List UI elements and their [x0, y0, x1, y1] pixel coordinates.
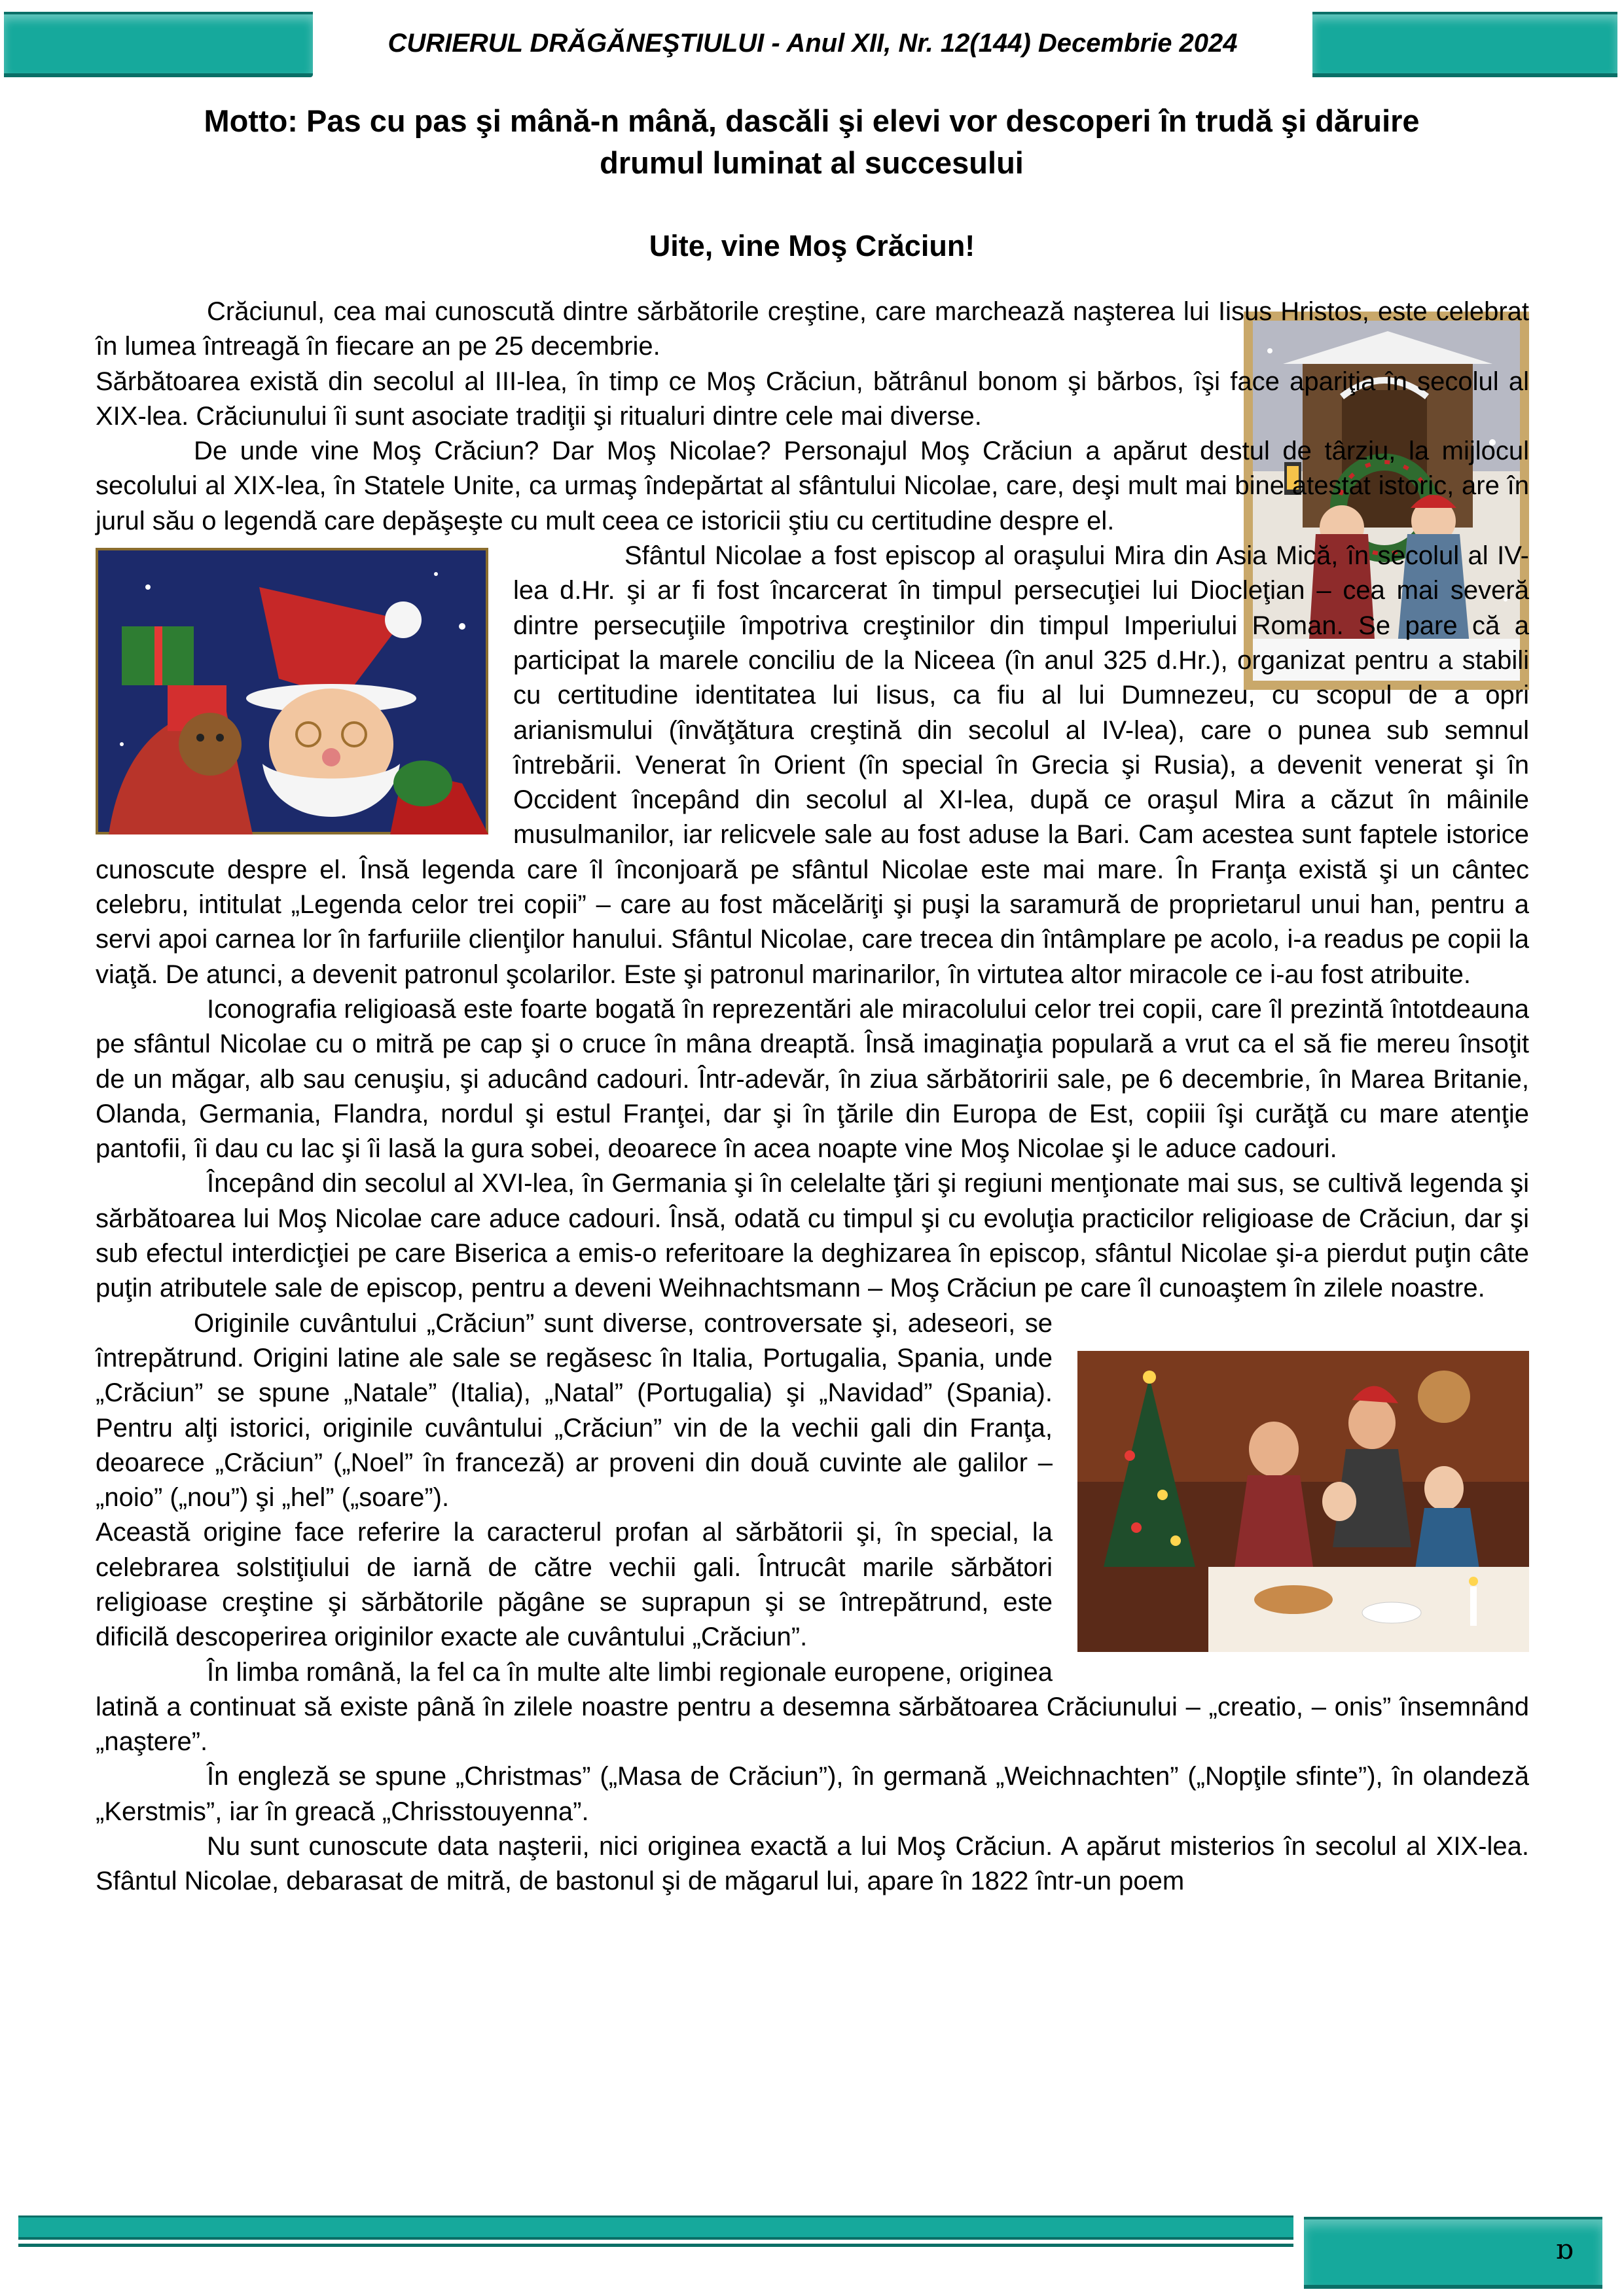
santa-claus-illustration — [96, 548, 488, 834]
paragraph: Nu sunt cunoscute data naşterii, nici originea exactă a lui Moş Crăciun. A apărut misterios în secolul al XIX-lea. Sfântul Nicolae, debarasat de mitră, de bastonul şi de măgarul lui, apare în 1822 într-un poem — [96, 1832, 1529, 1896]
header-bar-left — [4, 12, 313, 77]
newspaper-header-title: CURIERUL DRĂGĂNEŞTIULUI - Anul XII, Nr. 12(144) Decembrie 2024 — [388, 29, 1238, 58]
article-title: Uite, vine Moş Crăciun! — [649, 229, 975, 262]
page-number: ɒ — [1555, 2233, 1574, 2265]
motto-line-1: Motto: Pas cu pas şi mână-n mână, dascăli şi elevi vor descoperi în trudă şi dăruire — [204, 103, 1420, 138]
paragraph: Începând din secolul al XVI-lea, în Germania şi în celelalte ţări şi regiuni menţionate mai sus, se cultivă legenda şi sărbătoarea lui Moş Nicolae care aduce cadouri. Însă, odată cu timpul şi cu evoluţia practicilor religioase de Crăciun, dar şi sub efectul interdicţiei pe care Biserica a emis-o referitoare la deghizarea în episcop, sfântul Nicolae şi-a pierdut puţin câte puţin atributele sale de episcop, pentru a deveni Weihnachtsmann – Moş Crăciun pe care îl cunoaştem în zilele noastre. — [96, 1169, 1529, 1303]
family-dinner-picture — [1077, 1351, 1529, 1652]
motto-line-2: drumul luminat al succesului — [600, 145, 1024, 180]
motto — [131, 100, 1492, 184]
article-body — [96, 295, 1529, 1899]
paragraph: În limba română, la fel ca în multe alte limbi regionale europene, originea latină a continuat să existe până în zilele noastre pentru a desemna sărbătoarea Crăciunului – „creatio, – onis” însemnând „naştere”. — [96, 1657, 1529, 1757]
paragraph: Iconografia religioasă este foarte bogată în reprezentări ale miracolului celor trei copii, care îl prezintă întotdeauna pe sfântul Nicolae cu o mitră pe cap şi o cruce în mâna dreaptă. Însă imaginaţia populară a vrut ca el să fie mereu însoţit de un măgar, alb sau cenuşiu, şi aducând cadouri. Într-adevăr, în ziua sărbătoririi sale, pe 6 decembrie, în Marea Britanie, Olanda, Germania, Flandra, nordul şi estul Franţei, dar şi în ţările din Europa de Est, copiii îşi curăţă cu mare atenţie pantofii, îi dau cu lac şi îi lasă la gura sobei, deoarece în acea noapte vine Moş Nicolae şi le aduce cadouri. — [96, 994, 1529, 1164]
header-bar-right — [1312, 12, 1617, 77]
paragraph: În engleză se spune „Christmas” („Masa de Crăciun”), în germană „Weichnachten” („Nopţile sfinte”), în olandeză „Kerstmis”, iar în greacă „Chrisstouyenna”. — [96, 1762, 1529, 1826]
paragraph: Sărbătoarea există din secolul al III-lea, în timp ce Moş Crăciun, bătrânul bonom şi bărbos, îşi face apariţia în secolul al XIX-lea. Crăciunului îi sunt asociate tradiţii şi ritualuri dintre cele mai diverse. — [96, 367, 1529, 431]
santa-claus-picture — [96, 548, 488, 834]
family-dinner-photo — [1077, 1351, 1529, 1652]
paragraph: Originile cuvântului „Crăciun” sunt diverse, controversate şi, adeseori, se întrepătrund. Origini latine ale sale se regăsesc în Italia, Portugalia, Spania, unde „Crăciun” se spune „Natale” (Italia), „Natal” (Portugalia) şi „Navidad” (Spania). Pentru alţi istorici, originile cuvântului „Crăciun” vin de la vechii gali din Franţa, deoarece „Crăciun” („Noel” în franceză) ar proveni din două cuvinte ale galilor – „noio” („nou”) şi „hel” („soare”). — [96, 1308, 1053, 1513]
paragraph: Crăciunul, cea mai cunoscută dintre sărbătorile creştine, care marchează naşterea lui Iisus Hristos, este celebrat în lumea întreagă în fiecare an pe 25 decembrie. — [96, 297, 1529, 361]
footer-rule — [18, 2244, 1293, 2247]
paragraph: De unde vine Moş Crăciun? Dar Moş Nicolae? Personajul Moş Crăciun a apărut destul de târziu, la mijlocul secolului al XIX-lea, în Statele Unite, ca urmaş îndepărtat al sfântului Nicolae, care, deşi mult mai bine atestat istoric, are în jurul său o legendă care depăşeşte cu mult ceea ce istoricii ştiu cu certitudine despre el. — [96, 437, 1529, 535]
footer-band — [18, 2215, 1293, 2240]
paragraph: Sfântul Nicolae a fost episcop al oraşului Mira din Asia Mică, în secolul al IV-lea d.Hr. şi ar fi fost încarcerat în timpul persecuţiei lui Diocleţian – cea mai severă dintre persecuţiile împotriva creştinilor din timpul Imperiului Roman. Se pare că a participat la marele conciliu de la Niceea (în anul 325 d.Hr.), organizat pentru a stabili cu certitudine identitatea lui Iisus, ca fiu al lui Dumnezeu, cu scopul de a opri arianismului (învăţătura creştină din secolul al IV-lea), care o punea sub semnul întrebării. Venerat în Orient (în special în Grecia şi Rusia), a devenit venerat şi în Occident începând din secolul al XI-lea, după ce oraşul Mira a căzut în mâinile musulmanilor, iar relicvele sale au fost aduse la Bari. Cam acestea sunt faptele istorice cunoscute despre el. Însă legenda care îl înconjoară pe sfântul Nicolae este mai mare. În Franţa există şi un cântec celebru, intitulat „Legenda celor trei copii” – care au fost măcelăriţi şi puşi la saramură de proprietarul unui han, pentru a servi apoi carnea lor în farfuriile clienţilor hanului. Sfântul Nicolae, care trecea din întâmplare pe acolo, i-a readus pe copii la viaţă. De atunci, a devenit patronul şcolarilor. Este şi patronul marinarilor, în virtutea altor miracole ce i-au fost atribuite. — [96, 541, 1529, 989]
paragraph: Această origine face referire la caracterul profan al sărbătorii şi, în special, la celebrarea solstiţiului de iarnă de către vechii gali. Întrucât marile sărbători religioase creştine şi sărbătorile păgâne se suprapun şi se întrepătrund, este dificilă descoperirea originilor exacte ale cuvântului „Crăciun”. — [96, 1518, 1053, 1652]
